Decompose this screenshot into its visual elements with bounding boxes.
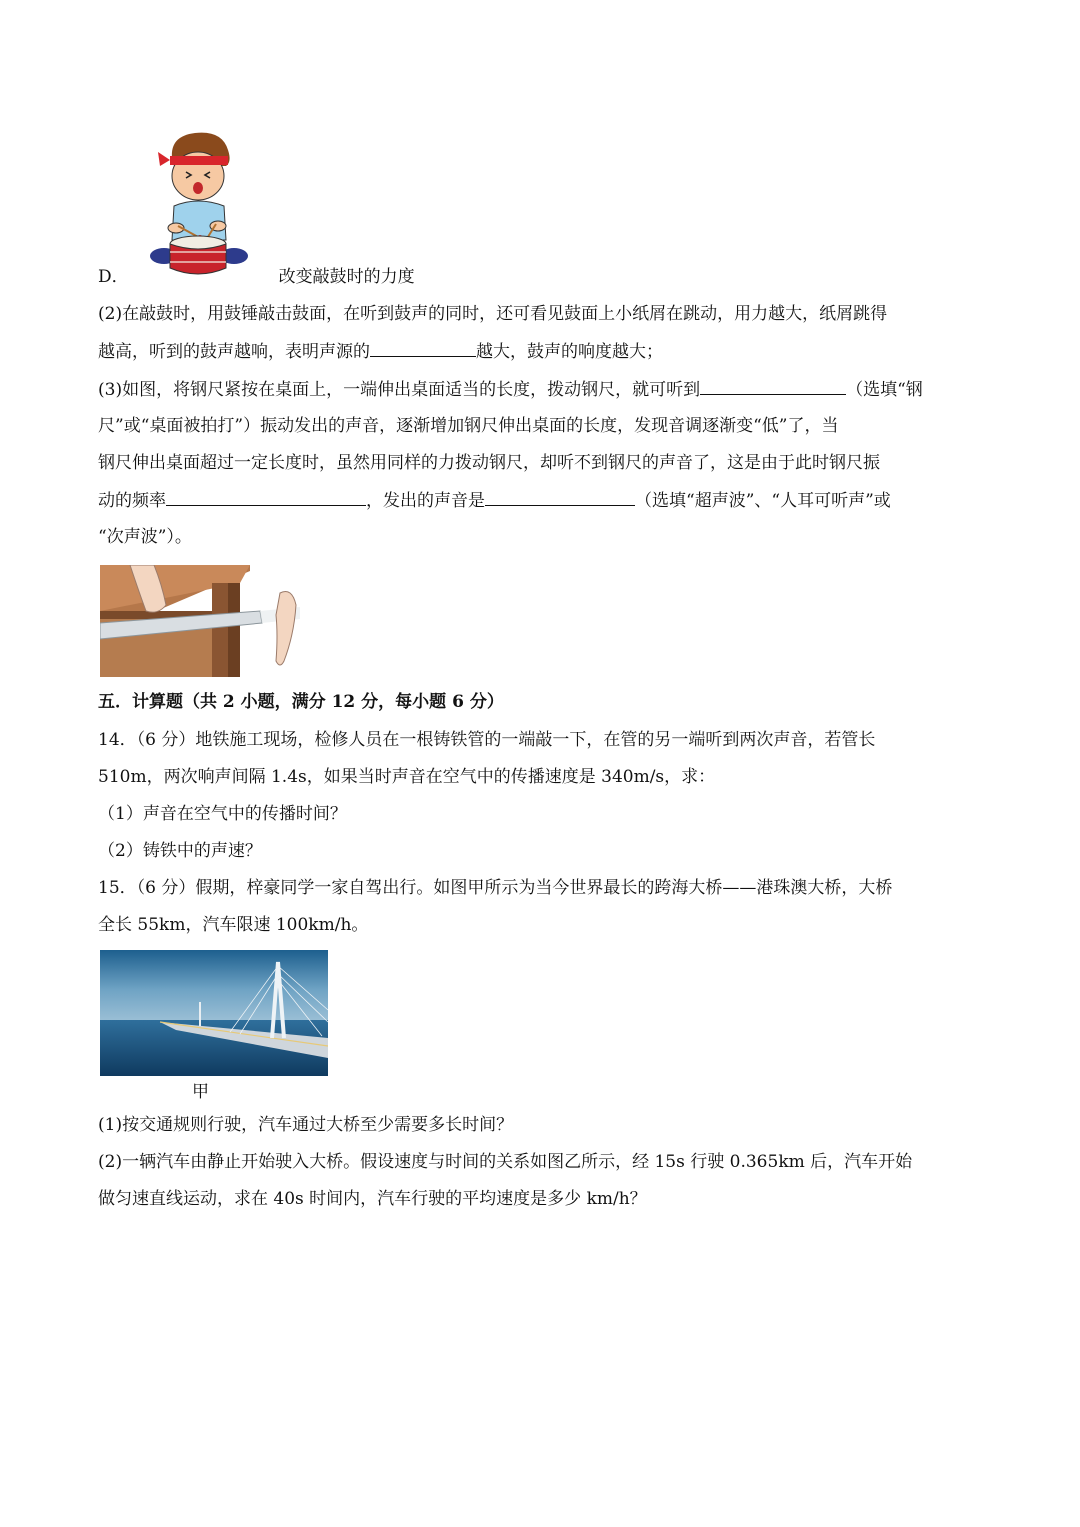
option-d (98, 264, 988, 290)
answer-blank-1[interactable] (370, 338, 476, 357)
q13-part3-text-a: (3)如图，将钢尺紧按在桌面上，一端伸出桌面适当的长度，拨动钢尺，就可听到 (98, 380, 701, 400)
q14-sub2: （2）铸铁中的声速？ (98, 841, 262, 861)
q13-part3-line4 (98, 487, 988, 514)
q13-part3-line2: 尺”或“桌面被拍打”）振动发出的声音，逐渐增加钢尺伸出桌面的长度，发现音调逐渐变“低”了，当 (98, 416, 839, 436)
q14-line1: 14．（6 分）地铁施工现场，检修人员在一根铸铁管的一端敲一下，在管的另一端听到两次声音，若管长 (98, 730, 876, 750)
q13-part3-text-d: ，发出的声音是 (366, 491, 485, 511)
q13-part3-line5: “次声波”）。 (98, 527, 192, 547)
q15-sub1: (1)按交通规则行驶，汽车通过大桥至少需要多长时间？ (98, 1115, 514, 1135)
q14-line2: 510m，两次响声间隔 1.4s，如果当时声音在空气中的传播速度是 340m/s，求： (98, 767, 716, 787)
q15-sub2-line1: (2)一辆汽车由静止开始驶入大桥。假设速度与时间的关系如图乙所示，经 15s 行驶 0.365km 后，汽车开始 (98, 1152, 913, 1172)
q13-part3-text-c: 动的频率 (98, 491, 166, 511)
answer-blank-2[interactable] (700, 376, 846, 395)
ruler-on-table-illustration (100, 565, 310, 677)
q14-sub1: （1）声音在空气中的传播时间？ (98, 804, 347, 824)
q13-part3-text-e: （选填“超声波”、“人耳可听声”或 (635, 491, 891, 511)
q13-part3-text-b: （选填“钢 (846, 380, 923, 400)
answer-blank-4[interactable] (485, 487, 635, 506)
section-5-title: 五．计算题（共 2 小题，满分 12 分，每小题 6 分） (98, 692, 504, 712)
option-d-letter: D． (98, 267, 129, 287)
option-d-text: 改变敲鼓时的力度 (278, 267, 415, 287)
q15-line2: 全长 55km，汽车限速 100km/h。 (98, 915, 369, 935)
q13-part2-line2 (98, 338, 988, 365)
answer-blank-3[interactable] (166, 487, 366, 506)
q13-part2-text-b: 越大，鼓声的响度越大； (476, 342, 663, 362)
q13-part3-line1 (98, 376, 988, 403)
bridge-photo-caption: 甲 (192, 1082, 209, 1102)
q13-part2-text-a: 越高，听到的鼓声越响，表明声源的 (98, 342, 370, 362)
q13-part2-line1: (2)在敲鼓时，用鼓锤敲击鼓面，在听到鼓声的同时，还可看见鼓面上小纸屑在跳动，用力越大，纸屑跳得 (98, 304, 888, 324)
q15-line1: 15．（6 分）假期，梓豪同学一家自驾出行。如图甲所示为当今世界最长的跨海大桥——港珠澳大桥，大桥 (98, 878, 893, 898)
drummer-boy-illustration (150, 128, 248, 280)
q13-part3-line3: 钢尺伸出桌面超过一定长度时，虽然用同样的力拨动钢尺，却听不到钢尺的声音了，这是由于此时钢尺振 (98, 453, 880, 473)
bridge-photo (100, 950, 328, 1076)
q15-sub2-line2: 做匀速直线运动，求在 40s 时间内，汽车行驶的平均速度是多少 km/h？ (98, 1189, 647, 1209)
